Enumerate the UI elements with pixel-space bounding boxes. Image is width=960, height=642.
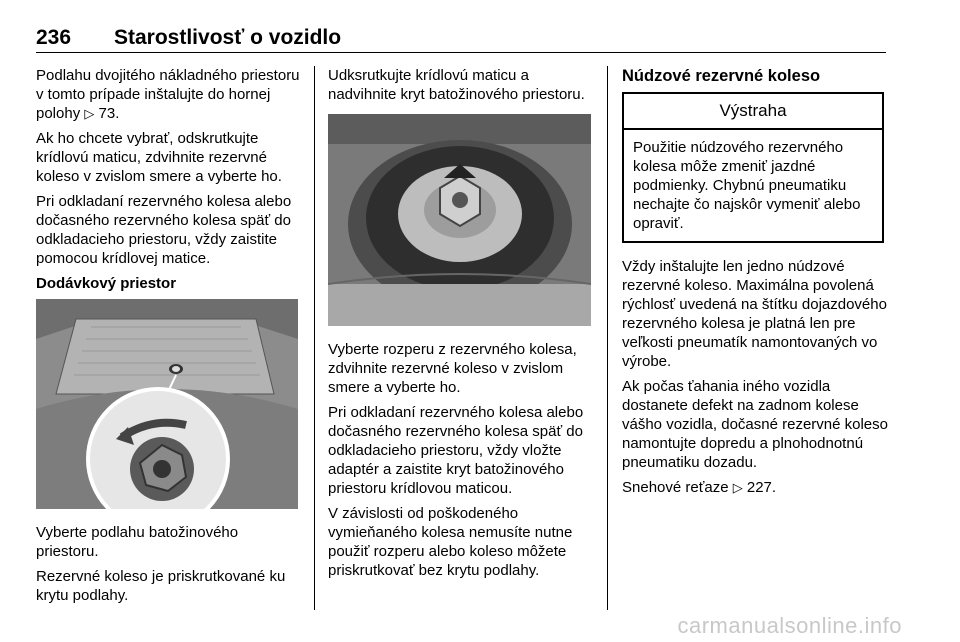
header-divider (36, 52, 886, 53)
page-header (36, 24, 886, 52)
cargo-floor-drawing (36, 299, 298, 509)
warning-title: Výstraha (624, 94, 882, 130)
paragraph: Vyberte rozperu z rezervného kolesa, zdvihnite rezervné koleso v zvislom smere a vyberte ho. (328, 341, 577, 396)
cargo-floor-spare-wheel-illustration (36, 299, 298, 509)
page-number: 236 (36, 26, 72, 49)
right-triangle-arrow-icon: ▷ (84, 106, 95, 121)
paragraph-text: Snehové reťaze (622, 479, 729, 496)
column-2 (328, 66, 596, 586)
paragraph: Vyberte podlahu batožinového priestoru. (36, 524, 239, 560)
section-title: Núdzové rezervné koleso (622, 67, 821, 85)
page-reference-link[interactable]: 73. (98, 105, 120, 122)
paragraph (622, 478, 888, 497)
paragraph: Pri odkladaní rezervného kolesa alebo dočasného rezervného kolesa späť do odkladacieho priestoru, vždy zaistite pomocou krídlovej matice. (36, 193, 292, 267)
warning-box (622, 92, 884, 243)
subheading: Dodávkový priestor (36, 275, 177, 292)
page-reference-link[interactable]: 227. (746, 479, 777, 496)
paragraph: Ak počas ťahania iného vozidla dostanete defekt na zadnom kolese vášho vozidla, dočasné rezervné koleso namontujte dopredu a plnohodnotnú pneumatiku dozadu. (622, 378, 888, 471)
paragraph: Ak ho chcete vybrať, odskrutkujte krídlovú maticu, zdvihnite rezervné koleso v zvislom smere a vyberte ho. (36, 130, 282, 185)
paragraph: Vždy inštalujte len jedno núdzové rezervné koleso. Maximálna povolená rýchlosť uvedená na štítku dojazdového rezervného kolesa je platná len pre veľkosti pneumatík namontovaných vo výrobe. (622, 258, 887, 370)
spare-wheel-drawing (328, 114, 591, 326)
paragraph: V závislosti od poškodeného vymieňaného kolesa nemusíte nutne použiť rozperu alebo koleso môžete priskrutkovať bez krytu podlahy. (328, 505, 573, 579)
right-triangle-arrow-icon: ▷ (732, 480, 743, 495)
column-divider-2 (607, 66, 608, 610)
paragraph: Pri odkladaní rezervného kolesa alebo dočasného rezervného kolesa späť do odkladacieho priestoru, vždy vložte adaptér a zaistite kryt batožinového priestoru krídlovou maticou. (328, 404, 584, 497)
watermark: carmanualsonline.info (677, 613, 902, 638)
warning-text: Použitie núdzového rezervného kolesa môže zmeniť jazdné podmienky. Chybnú pneumatiku nechajte čo najskôr vymeniť alebo opraviť. (633, 139, 861, 232)
paragraph: Rezervné koleso je priskrutkované ku krytu podlahy. (36, 568, 286, 604)
page-title: Starostlivosť o vozidlo (114, 26, 342, 49)
column-3 (622, 66, 888, 503)
paragraph: Udksrutkujte krídlovú maticu a nadvihnite kryt batožinového priestoru. (328, 67, 585, 103)
paragraph (36, 66, 304, 123)
spare-wheel-in-well-illustration (328, 114, 591, 326)
column-1 (36, 66, 304, 611)
paragraph-text: Podlahu dvojitého nákladného priestoru v tomto prípade inštalujte do hornej polohy (36, 67, 300, 122)
column-divider-1 (314, 66, 315, 610)
